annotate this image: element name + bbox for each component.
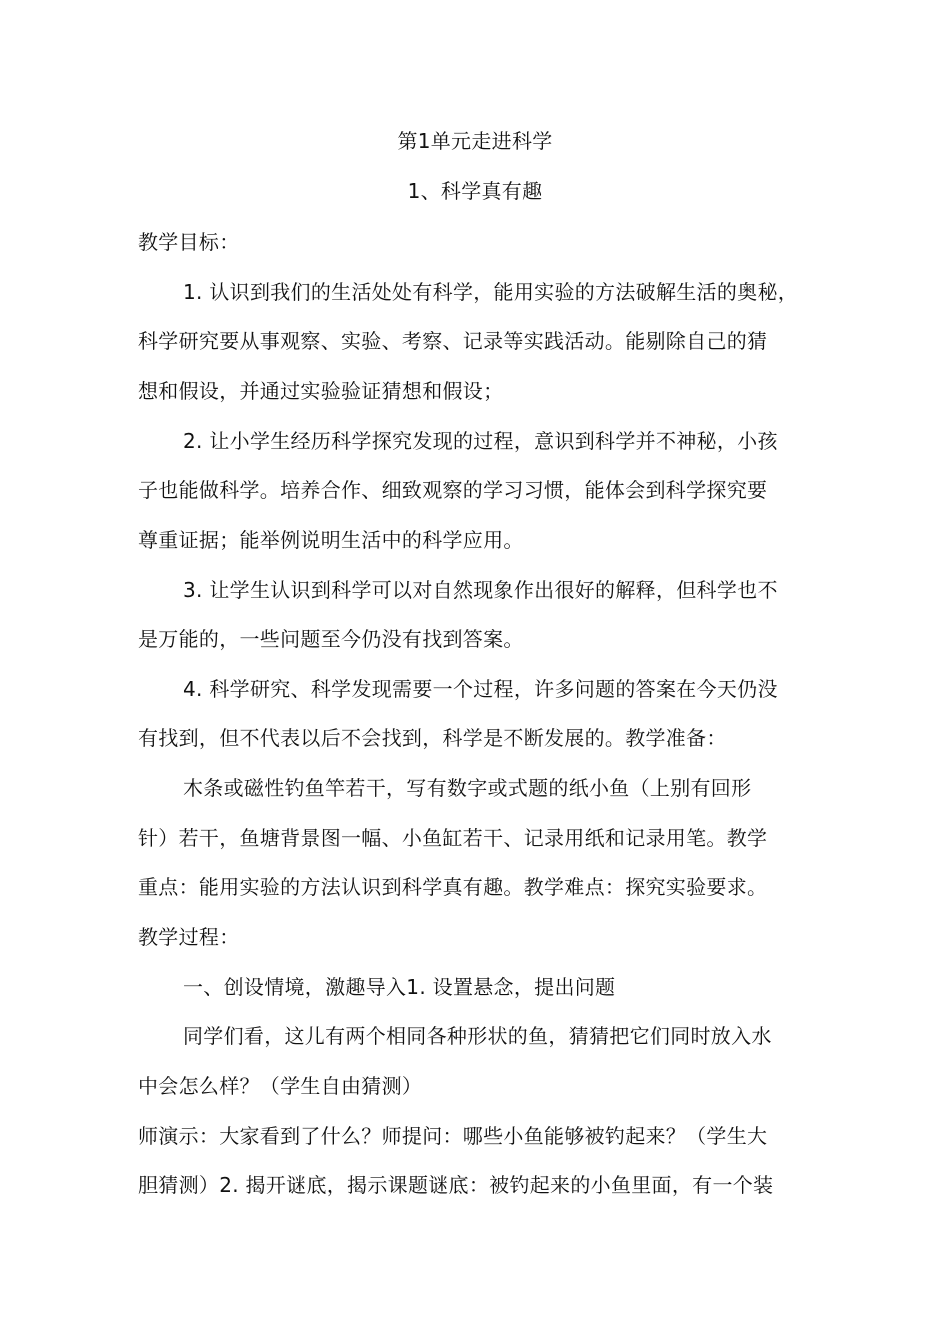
paragraph-line: 尊重证据；能举例说明生活中的科学应用。 xyxy=(138,528,524,552)
unit-title: 第1单元走进科学 xyxy=(397,129,553,153)
paragraph-line: 针）若干，鱼塘背景图一幅、小鱼缸若干、记录用纸和记录用笔。教学 xyxy=(138,826,768,850)
section-heading-process: 教学过程： xyxy=(138,925,240,949)
paragraph-line: 一、创设情境，激趣导入1. 设置悬念，提出问题 xyxy=(183,975,616,999)
paragraph-line: 4. 科学研究、科学发现需要一个过程，许多问题的答案在今天仍没 xyxy=(183,677,778,701)
paragraph-line: 中会怎么样？（学生自由猜测） xyxy=(138,1074,423,1098)
paragraph-line: 木条或磁性钓鱼竿若干，写有数字或式题的纸小鱼（上别有回形 xyxy=(183,776,752,800)
paragraph-line: 1. 认识到我们的生活处处有科学，能用实验的方法破解生活的奥秘， xyxy=(183,280,799,304)
paragraph-line: 2. 让小学生经历科学探究发现的过程，意识到科学并不神秘，小孩 xyxy=(183,429,778,453)
paragraph-line: 重点：能用实验的方法认识到科学真有趣。教学难点：探究实验要求。 xyxy=(138,875,768,899)
section-heading-objectives: 教学目标： xyxy=(138,230,240,254)
paragraph-line: 胆猜测）2. 揭开谜底，揭示课题谜底：被钓起来的小鱼里面，有一个装 xyxy=(138,1173,774,1197)
paragraph-line: 想和假设，并通过实验验证猜想和假设； xyxy=(138,379,504,403)
paragraph-line: 师演示：大家看到了什么？师提问：哪些小鱼能够被钓起来？（学生大 xyxy=(138,1124,768,1148)
paragraph-line: 3. 让学生认识到科学可以对自然现象作出很好的解释，但科学也不 xyxy=(183,578,778,602)
paragraph-line: 是万能的，一些问题至今仍没有找到答案。 xyxy=(138,627,524,651)
paragraph-line: 子也能做科学。培养合作、细致观察的学习习惯，能体会到科学探究要 xyxy=(138,478,768,502)
paragraph-line: 有找到，但不代表以后不会找到，科学是不断发展的。教学准备： xyxy=(138,726,727,750)
lesson-title: 1、科学真有趣 xyxy=(407,179,543,203)
paragraph-line: 科学研究要从事观察、实验、考察、记录等实践活动。能剔除自己的猜 xyxy=(138,329,768,353)
paragraph-line: 同学们看，这儿有两个相同各种形状的鱼，猜猜把它们同时放入水 xyxy=(183,1024,772,1048)
